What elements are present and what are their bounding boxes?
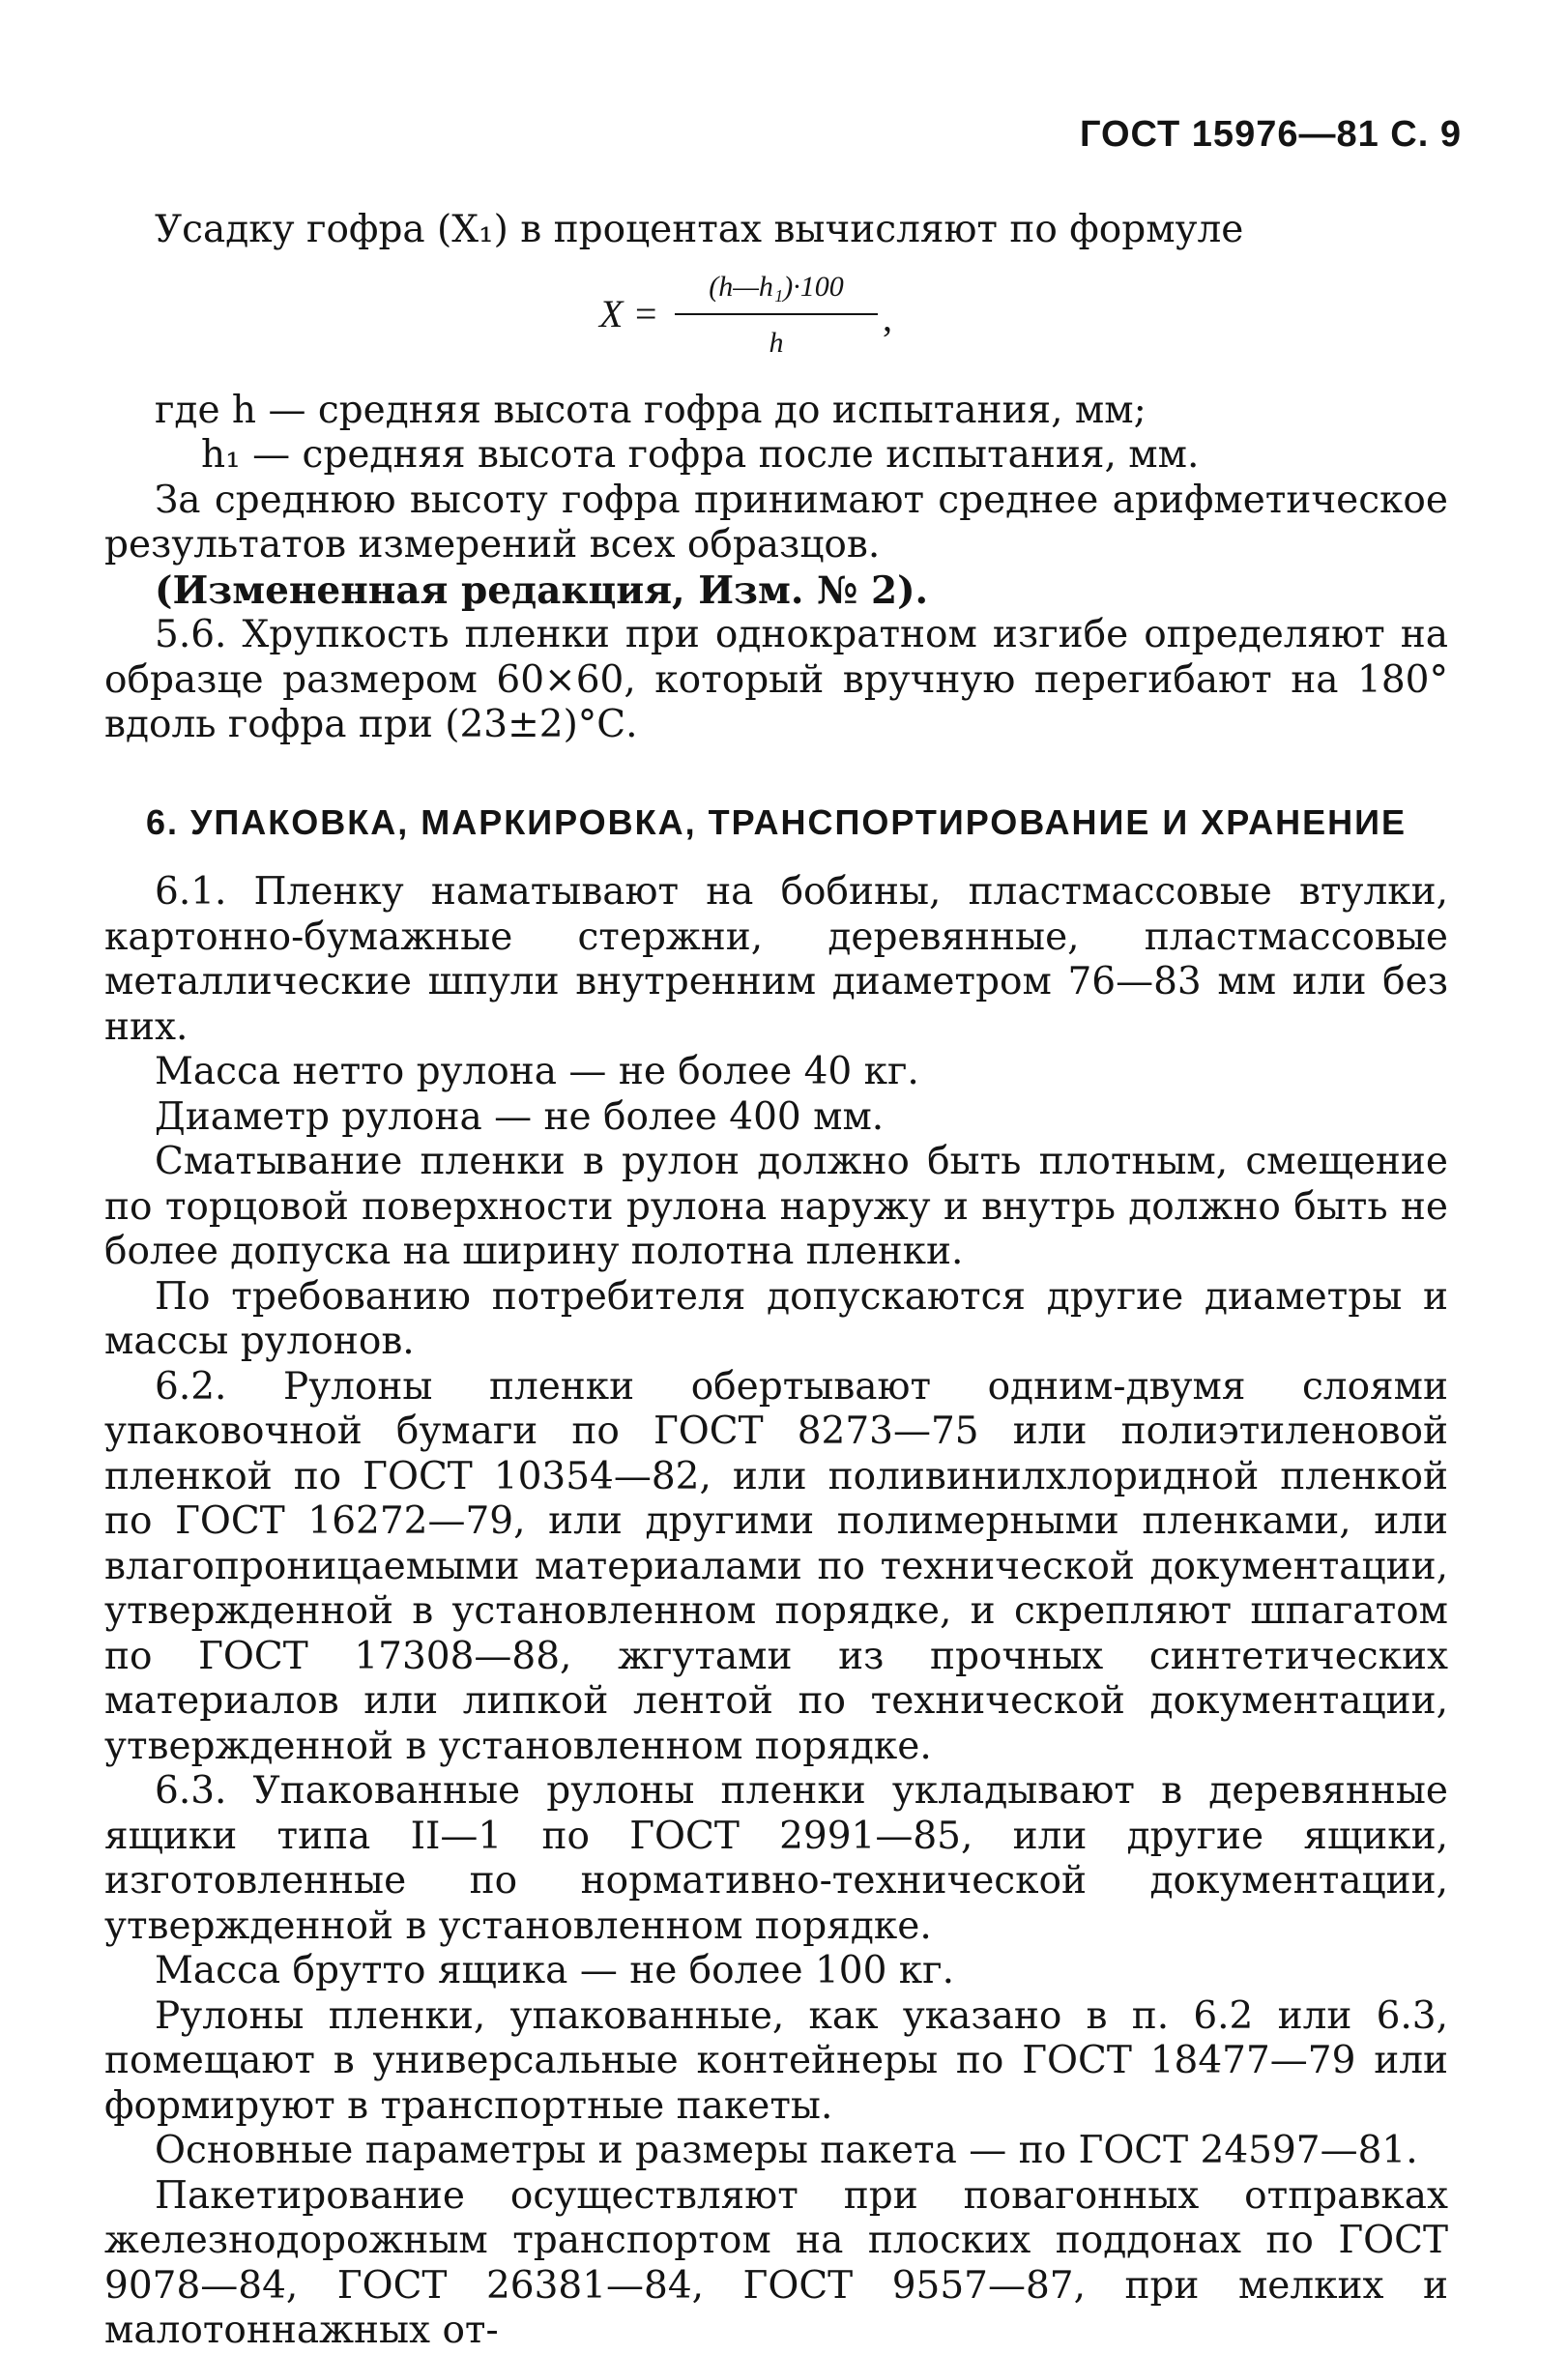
containers-paragraph: Рулоны пленки, упакованные, как указано в п. 6.2 или 6.3, помещают в универсальные контейнеры по ГОСТ 18477—79 или формируют в транспортные пакеты. (104, 1993, 1448, 2128)
winding-paragraph: Сматывание пленки в рулон должно быть плотным, смещение по торцовой поверхности рулона наружу и внутрь должно быть не более допуска на ширину полотна пленки. (104, 1140, 1448, 1273)
formula-lhs: X = (599, 291, 659, 335)
changed-edition-note: (Измененная редакция, Изм. № 2). (155, 567, 929, 613)
shrinkage-formula (104, 259, 1448, 375)
section-6-title: 6. УПАКОВКА, МАРКИРОВКА, ТРАНСПОРТИРОВАНИЕ И ХРАНЕНИЕ (146, 801, 1407, 842)
other-dimensions: По требованию потребителя допускаются другие диаметры и массы рулонов. (104, 1274, 1448, 1363)
formula-intro: Усадку гофра (X₁) в процентах вычисляют по формуле (155, 208, 1244, 251)
package-params: Основные параметры и размеры пакета — по ГОСТ 24597—81. (155, 2129, 1418, 2172)
formula-fraction (675, 265, 878, 366)
avg-height-paragraph: За среднюю высоту гофра принимают среднее арифметическое результатов измерений всех образцов. (104, 478, 1448, 567)
where-h1: h₁ — средняя высота гофра после испытания, мм. (201, 433, 1200, 477)
page-body (104, 208, 1448, 2354)
paragraph-5-6: 5.6. Хрупкость пленки при однократном изгибе определяют на образце размером 60×60, который вручную перегибают на 180° вдоль гофра при (23±2)°С. (104, 613, 1448, 746)
page-header: ГОСТ 15976—81 С. 9 (1079, 114, 1462, 155)
packaging-paragraph: Пакетирование осуществляют при повагонных отправках железнодорожным транспортом на плоских поддонах по ГОСТ 9078—84, ГОСТ 26381—84, ГОСТ 9557—87, при мелких и малотоннажных от- (104, 2173, 1448, 2352)
roll-diameter: Диаметр рулона — не более 400 мм. (155, 1094, 885, 1139)
where-h: где h — средняя высота гофра до испытания, мм; (155, 388, 1147, 432)
mass-net: Масса нетто рулона — не более 40 кг. (155, 1050, 919, 1093)
formula-comma: , (883, 295, 892, 339)
paragraph-6-3: 6.3. Упакованные рулоны пленки укладывают в деревянные ящики типа II—1 по ГОСТ 2991—85, или другие ящики, изготовленные по нормативно-технической документации, утвержденной в установленном порядке. (104, 1769, 1448, 1948)
formula-denominator: h (769, 327, 784, 359)
paragraph-6-1: 6.1. Пленку наматывают на бобины, пластмассовые втулки, картонно-бумажные стержни, деревянные, пластмассовые металлические шпули внутренним диаметром 76—83 мм или без них. (104, 870, 1448, 1049)
paragraph-6-2: 6.2. Рулоны пленки обертывают одним-двумя слоями упаковочной бумаги по ГОСТ 8273—75 или полиэтиленовой пленкой по ГОСТ 10354—82, или поливинилхлоридной пленкой по ГОСТ 16272—79, или другими полимерными пленками, или влагопроницаемыми материалами по технической документации, утвержденной в установленном порядке, и скрепляют шпагатом по ГОСТ 17308—88, жгутами из прочных синтетических материалов или липкой лентой по технической документации, утвержденной в установленном порядке. (104, 1364, 1448, 1768)
mass-gross: Масса брутто ящика — не более 100 кг. (155, 1949, 955, 1992)
formula-numerator: (h—h₁)·100 (675, 265, 878, 316)
